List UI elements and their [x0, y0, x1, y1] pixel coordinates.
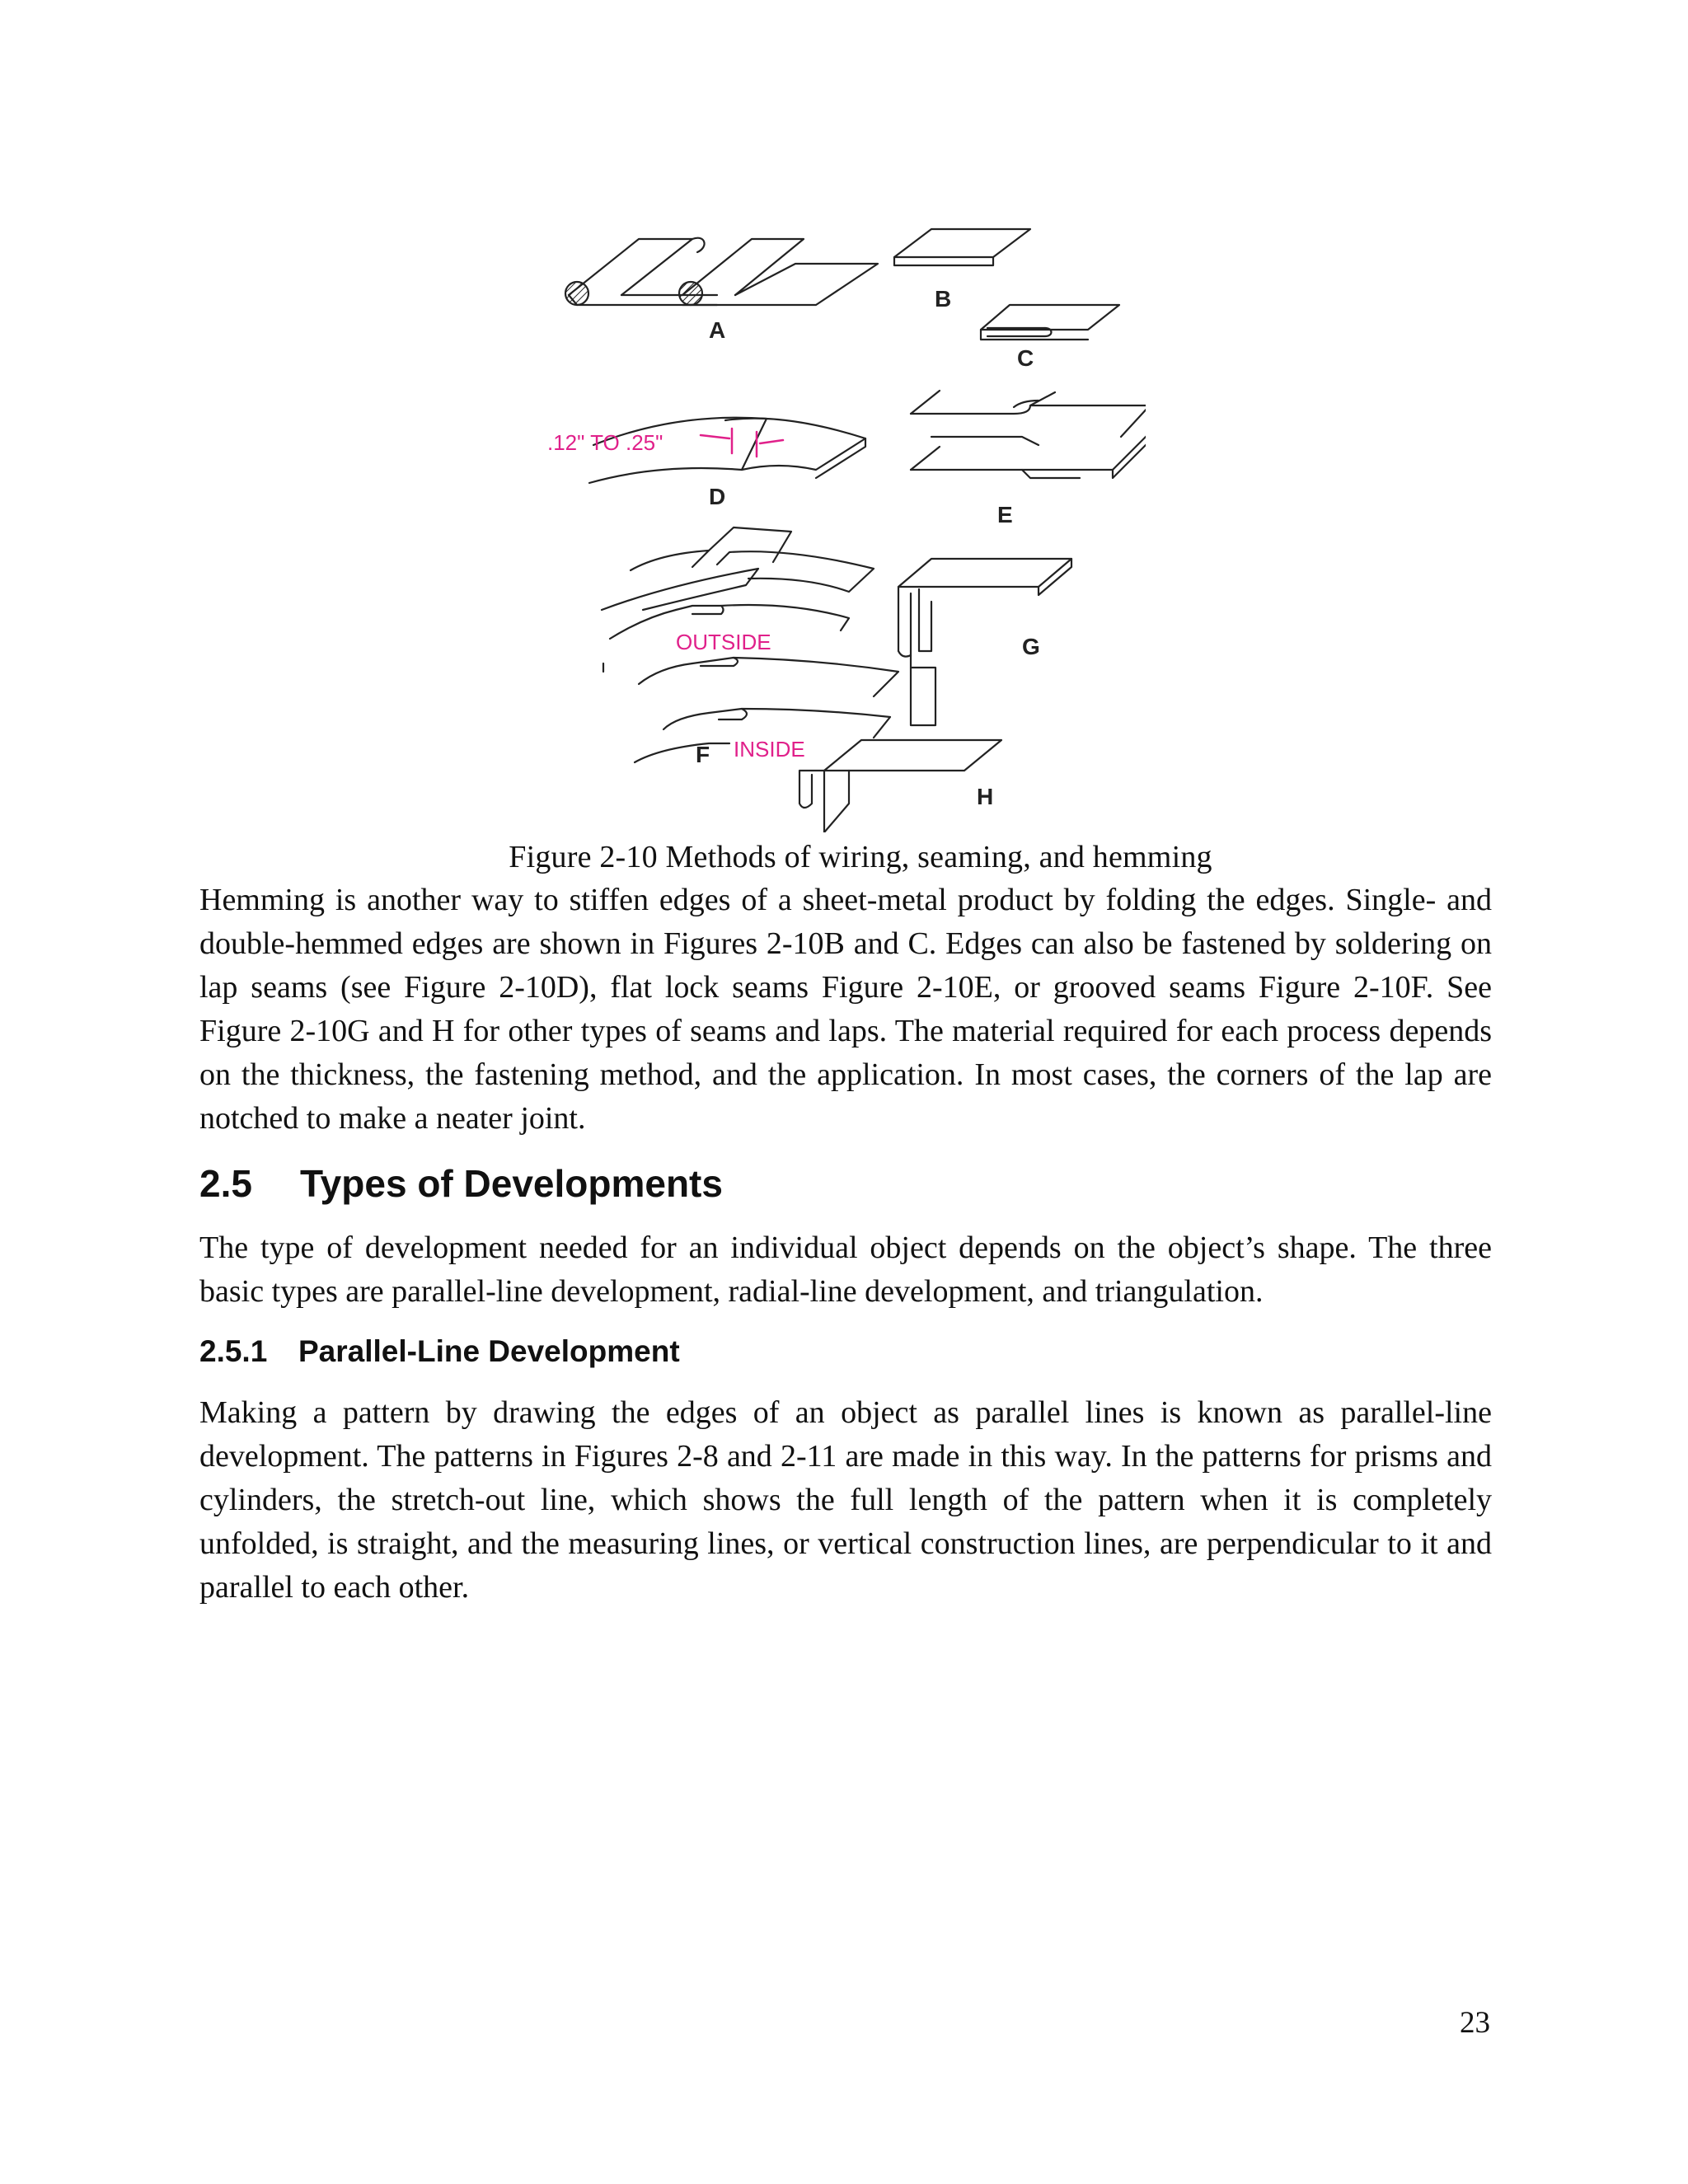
subsection-number: 2.5.1: [199, 1334, 268, 1368]
label-b: B: [935, 286, 952, 312]
paragraph-hemming: Hemming is another way to stiffen edges of a sheet-metal product by folding the edges. Single- and double-hemmed edges are shown in Figures 2-10B and C. Edges can also be fastened by soldering on lap seams (see Figure 2-10D), flat lock seams Figure 2-10E, or grooved seams Figure 2-10F. See Figure 2-10G and H for other types of seams and laps. The material required for each process depends on the thickness, the fastening method, and the application. In most cases, the corners of the lap are notched to make a neater joint.: [199, 883, 1492, 1136]
figure-caption: Figure 2-10 Methods of wiring, seaming, and hemming: [509, 840, 1212, 874]
paragraph-development-types: The type of development needed for an individual object depends on the object’s shape. The three basic types are parallel-line development, radial-line development, and triangulation.: [199, 1230, 1492, 1309]
section-title: Types of Developments: [300, 1162, 723, 1205]
seam-methods-drawing: [544, 223, 1146, 832]
section-heading: [199, 1159, 723, 1208]
label-c: C: [1017, 345, 1034, 371]
label-a: A: [709, 317, 726, 343]
wired-edge-drawing-a: [565, 238, 878, 305]
label-g: G: [1022, 634, 1040, 659]
seam-methods-figure: [544, 223, 1146, 832]
page-number: 23: [1460, 2006, 1490, 2040]
flat-lock-seam-drawing-e: [911, 391, 1146, 478]
single-hem-drawing-b: [894, 229, 1030, 265]
subsection-heading: [199, 1332, 680, 1371]
double-hem-drawing-c: [981, 305, 1119, 340]
outside-label: OUTSIDE: [676, 630, 771, 654]
label-e: E: [997, 502, 1013, 527]
inside-label: INSIDE: [734, 737, 805, 762]
dimension-label: .12" TO .25": [547, 430, 663, 455]
label-h: H: [977, 784, 994, 809]
subsection-title: Parallel-Line Development: [298, 1334, 680, 1368]
label-d: D: [709, 484, 726, 509]
paragraph-parallel-line: Making a pattern by drawing the edges of an object as parallel lines is known as parallel-line development. The patterns in Figures 2-8 and 2-11 are made in this way. In the patterns for prisms and cylinders, the stretch-out line, which shows the full length of the pattern when it is completely unfolded, is straight, and the measuring lines, or vertical construction lines, are perpendicular to it and parallel to each other.: [199, 1395, 1492, 1605]
label-f: F: [696, 742, 710, 767]
section-number: 2.5: [199, 1162, 252, 1205]
corner-seam-drawing-h: [799, 740, 1001, 832]
dimension-marker: [701, 429, 783, 457]
corner-seam-drawing-g: [898, 559, 1071, 725]
